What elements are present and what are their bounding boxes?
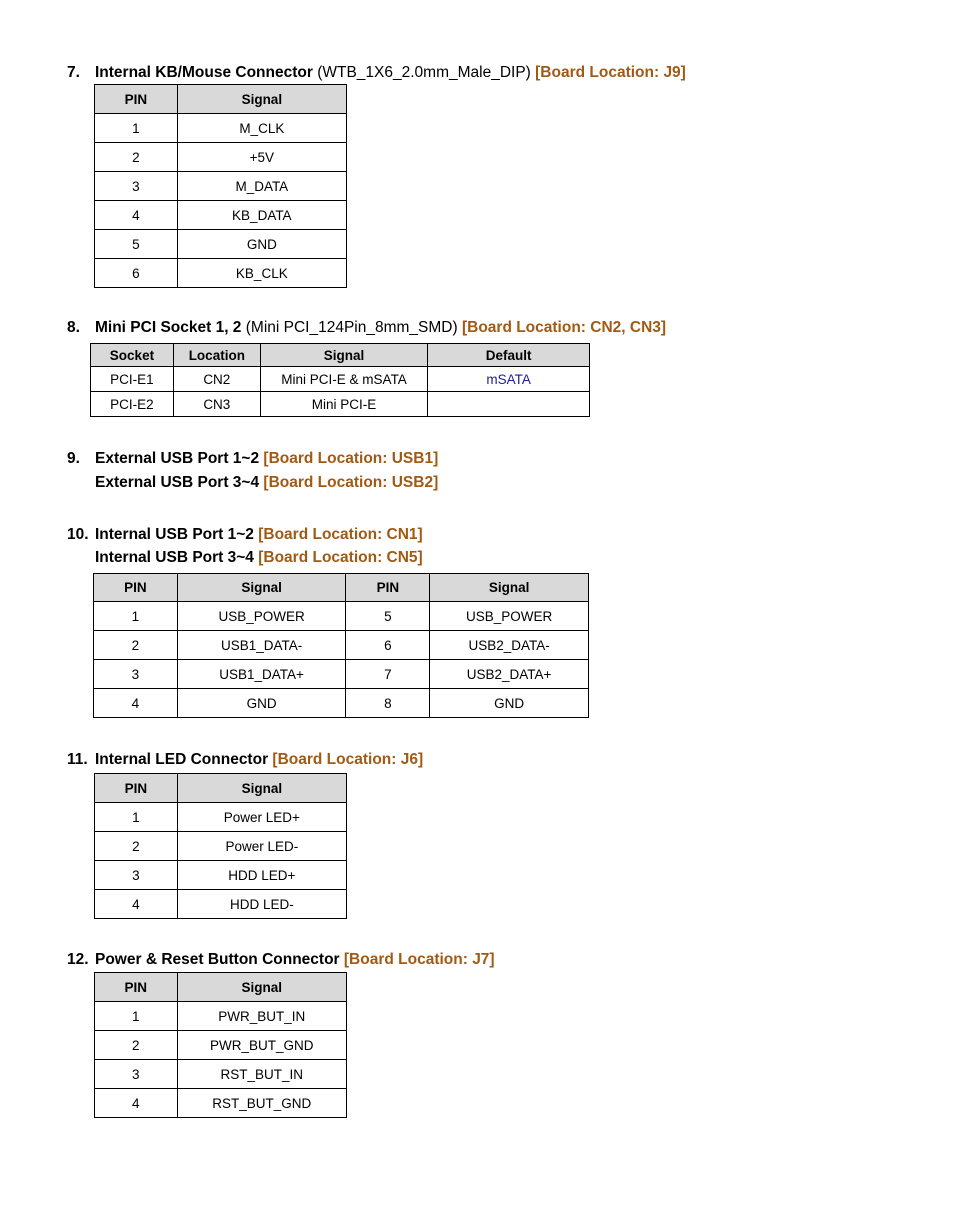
internal-usb-pin-table [93, 573, 589, 718]
pin-cell: 2 [95, 143, 178, 172]
signal-cell: M_CLK [177, 114, 346, 143]
section-title: Power & Reset Button Connector [95, 951, 340, 968]
section-7-heading [67, 63, 686, 83]
header-signal: Signal [260, 344, 428, 367]
pin-cell: 2 [95, 832, 178, 861]
section-10-heading [67, 525, 423, 568]
board-location: [Board Location: J7] [343, 951, 495, 968]
table-row [95, 1089, 347, 1118]
signal-cell: Mini PCI-E & mSATA [260, 367, 428, 392]
header-pin: PIN [94, 574, 178, 602]
signal-cell: KB_DATA [177, 201, 346, 230]
board-location: [Board Location: CN2, CN3] [461, 319, 667, 336]
table-row [95, 201, 347, 230]
section-11-heading [67, 750, 423, 770]
table-row [95, 230, 347, 259]
section-number: 8. [67, 319, 80, 336]
section-subtitle: (WTB_1X6_2.0mm_Male_DIP) [317, 64, 531, 81]
header-pin: PIN [95, 973, 178, 1002]
pin-cell: 1 [95, 803, 178, 832]
table-row [94, 689, 589, 718]
board-location: [Board Location: J9] [535, 64, 686, 81]
table-row [95, 1031, 347, 1060]
header-pin-2: PIN [346, 574, 430, 602]
section-number: 12. [67, 951, 89, 968]
pin-cell: 7 [346, 660, 430, 689]
internal-led-pin-table [94, 773, 347, 919]
signal-cell: GND [177, 689, 346, 718]
section-number: 10. [67, 526, 89, 543]
signal-cell: USB_POWER [177, 602, 346, 631]
signal-cell: GND [430, 689, 589, 718]
location-cell: CN3 [173, 392, 260, 417]
kb-mouse-pin-table [94, 84, 347, 288]
board-location: [Board Location: CN1] [258, 526, 423, 543]
table-row [94, 602, 589, 631]
table-row [95, 861, 347, 890]
board-location: [Board Location: USB1] [263, 450, 439, 467]
pin-cell: 3 [95, 861, 178, 890]
table-row [94, 631, 589, 660]
pin-cell: 4 [95, 890, 178, 919]
signal-cell: RST_BUT_IN [177, 1060, 346, 1089]
pin-cell: 5 [95, 230, 178, 259]
pin-cell: 4 [95, 201, 178, 230]
signal-cell: USB_POWER [430, 602, 589, 631]
default-cell [428, 392, 590, 417]
table-row [91, 392, 590, 417]
header-signal-2: Signal [430, 574, 589, 602]
section-9-heading [67, 449, 438, 493]
signal-cell: HDD LED+ [177, 861, 346, 890]
header-pin: PIN [95, 85, 178, 114]
signal-cell: Mini PCI-E [260, 392, 428, 417]
board-location-2: [Board Location: CN5] [258, 549, 423, 566]
signal-cell: Power LED- [177, 832, 346, 861]
table-row [95, 259, 347, 288]
table-row [91, 367, 590, 392]
signal-cell: RST_BUT_GND [177, 1089, 346, 1118]
table-row [95, 890, 347, 919]
board-location-2: [Board Location: USB2] [263, 474, 439, 491]
section-subtitle: (Mini PCI_124Pin_8mm_SMD) [245, 319, 458, 336]
socket-cell: PCI-E1 [91, 367, 174, 392]
signal-cell: PWR_BUT_GND [177, 1031, 346, 1060]
table-row [95, 803, 347, 832]
section-number: 11. [67, 751, 88, 768]
signal-cell: KB_CLK [177, 259, 346, 288]
default-cell: mSATA [428, 367, 590, 392]
pin-cell: 3 [95, 1060, 178, 1089]
section-title: Mini PCI Socket 1, 2 [95, 319, 242, 336]
table-row [95, 1002, 347, 1031]
signal-cell: M_DATA [177, 172, 346, 201]
header-socket: Socket [91, 344, 174, 367]
header-signal: Signal [177, 574, 346, 602]
pin-cell: 2 [94, 631, 178, 660]
header-location: Location [173, 344, 260, 367]
signal-cell: USB2_DATA+ [430, 660, 589, 689]
pin-cell: 5 [346, 602, 430, 631]
signal-cell: USB1_DATA+ [177, 660, 346, 689]
section-12-heading [67, 950, 495, 970]
pin-cell: 4 [95, 1089, 178, 1118]
signal-cell: HDD LED- [177, 890, 346, 919]
pin-cell: 6 [95, 259, 178, 288]
power-reset-pin-table [94, 972, 347, 1118]
section-title: Internal LED Connector [95, 751, 269, 768]
section-number: 9. [67, 450, 80, 467]
signal-cell: USB2_DATA- [430, 631, 589, 660]
pin-cell: 8 [346, 689, 430, 718]
table-row [95, 172, 347, 201]
header-signal: Signal [177, 85, 346, 114]
section-number: 7. [67, 64, 80, 81]
section-title-2: Internal USB Port 3~4 [95, 549, 254, 566]
board-location: [Board Location: J6] [272, 751, 424, 768]
pin-cell: 3 [94, 660, 178, 689]
signal-cell: USB1_DATA- [177, 631, 346, 660]
section-title: External USB Port 1~2 [95, 450, 260, 467]
pin-cell: 2 [95, 1031, 178, 1060]
header-pin: PIN [95, 774, 178, 803]
section-title: Internal KB/Mouse Connector [95, 64, 313, 81]
pin-cell: 3 [95, 172, 178, 201]
section-8-heading [67, 318, 666, 338]
table-row [95, 832, 347, 861]
pin-cell: 1 [94, 602, 178, 631]
section-title: Internal USB Port 1~2 [95, 526, 254, 543]
table-row [95, 143, 347, 172]
mini-pci-socket-table [90, 343, 590, 417]
signal-cell: Power LED+ [177, 803, 346, 832]
table-row [94, 660, 589, 689]
table-row [95, 114, 347, 143]
pin-cell: 1 [95, 1002, 178, 1031]
pin-cell: 4 [94, 689, 178, 718]
section-title-2: External USB Port 3~4 [95, 474, 260, 491]
pin-cell: 6 [346, 631, 430, 660]
socket-cell: PCI-E2 [91, 392, 174, 417]
header-signal: Signal [177, 973, 346, 1002]
signal-cell: +5V [177, 143, 346, 172]
signal-cell: GND [177, 230, 346, 259]
table-row [95, 1060, 347, 1089]
signal-cell: PWR_BUT_IN [177, 1002, 346, 1031]
pin-cell: 1 [95, 114, 178, 143]
location-cell: CN2 [173, 367, 260, 392]
header-signal: Signal [177, 774, 346, 803]
header-default: Default [428, 344, 590, 367]
